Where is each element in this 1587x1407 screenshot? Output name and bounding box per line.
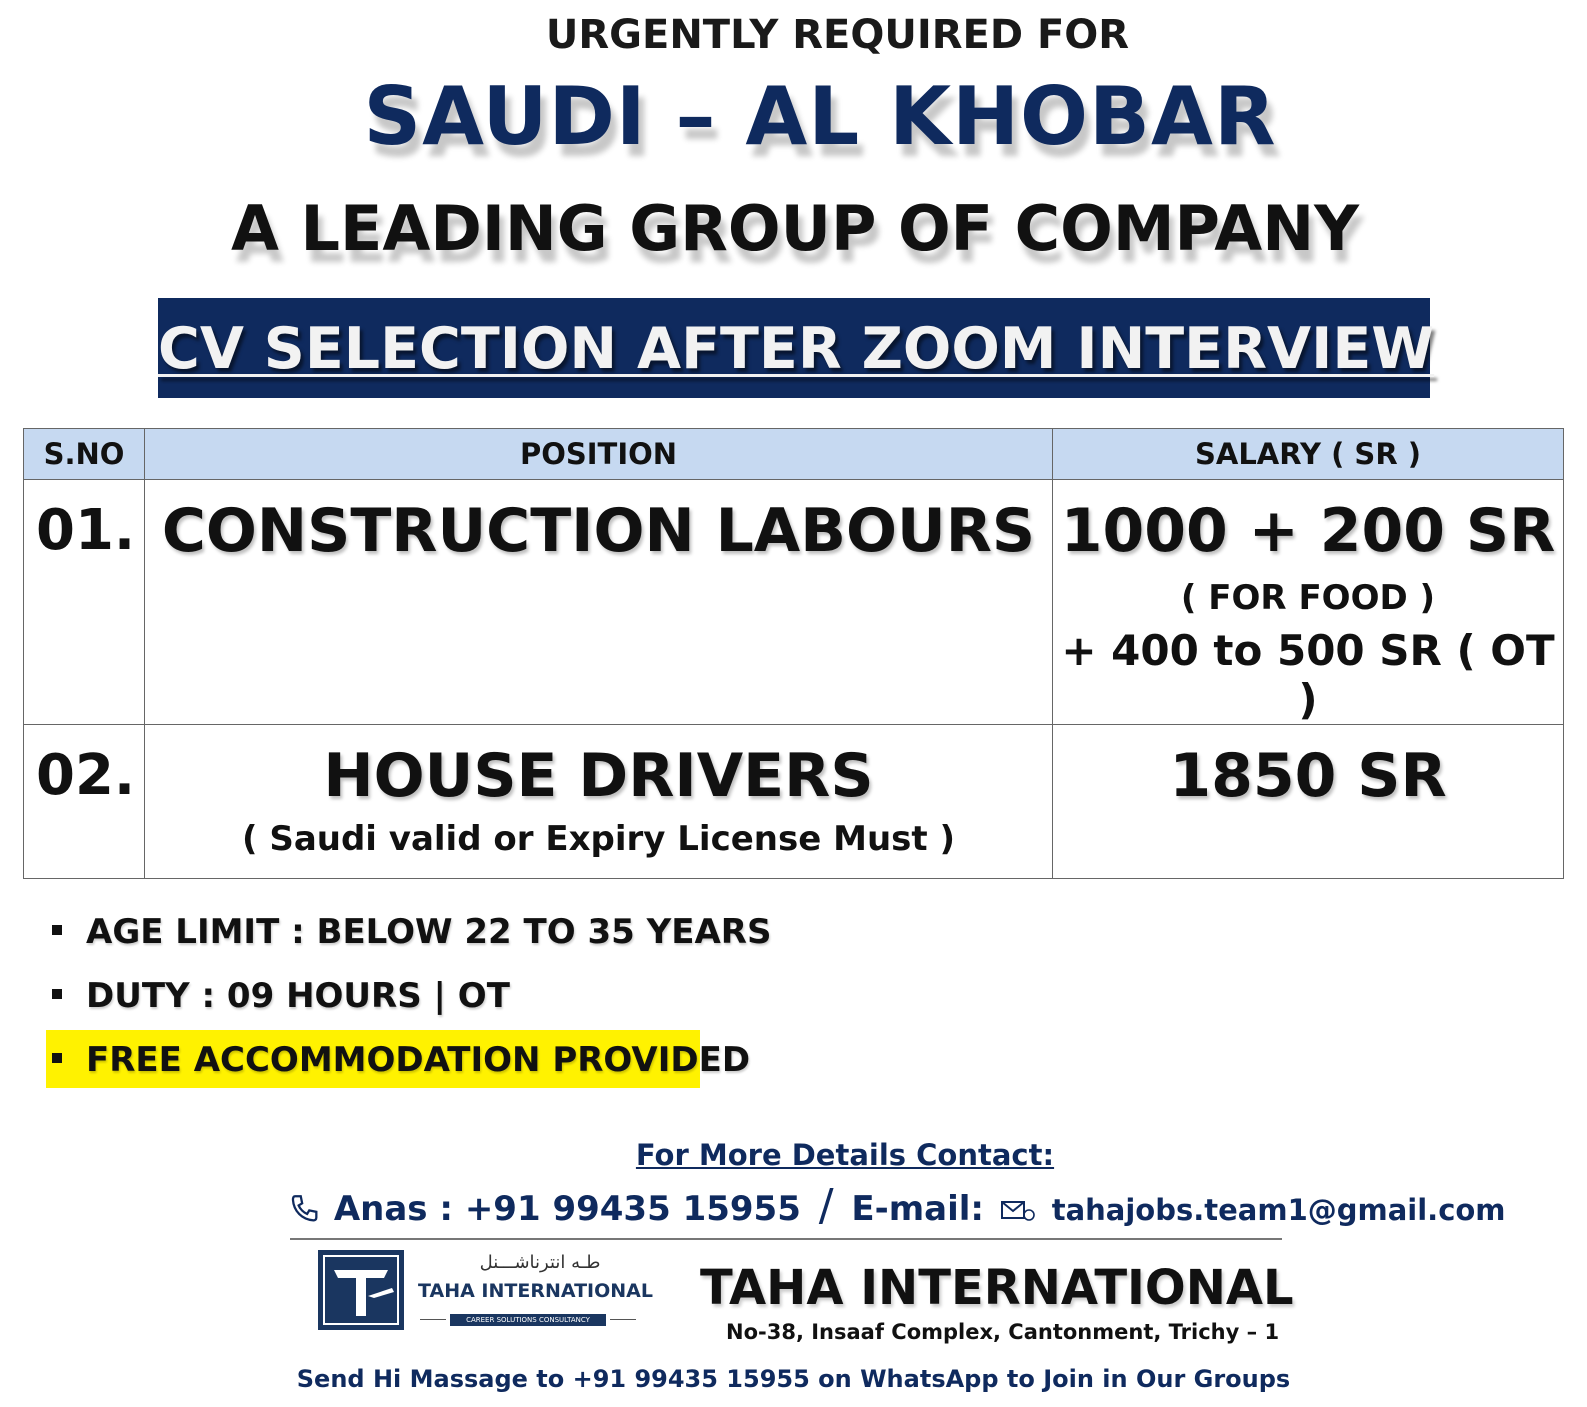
- salary-main: 1850 SR: [1169, 741, 1447, 811]
- jobs-table: [23, 428, 1564, 879]
- contact-line: [288, 1180, 1506, 1231]
- position-note: ( Saudi valid or Expiry License Must ): [241, 819, 956, 859]
- position-title: HOUSE DRIVERS: [323, 741, 874, 811]
- bullet-square-icon: [52, 1053, 62, 1063]
- contact-name-phone[interactable]: Anas : +91 99435 15955: [333, 1189, 801, 1229]
- row-sno: 02.: [24, 725, 145, 879]
- selection-banner-text: CV SELECTION AFTER ZOOM INTERVIEW: [158, 316, 1435, 382]
- logo-tagline: CAREER SOLUTIONS CONSULTANCY: [450, 1314, 606, 1326]
- table-row: [24, 480, 1564, 725]
- footer-whatsapp-note: Send Hi Massage to +91 99435 15955 on WhatsApp to Join in Our Groups: [296, 1365, 1291, 1393]
- salary-note-food: ( FOR FOOD ): [1180, 578, 1436, 618]
- row-position: [145, 480, 1053, 725]
- bullet-square-icon: [52, 989, 62, 999]
- logo-arabic-text: طـه انترناشـــنل: [479, 1252, 601, 1273]
- company-name: TAHA INTERNATIONAL: [700, 1260, 1294, 1316]
- row-salary: [1053, 725, 1564, 879]
- email-link[interactable]: tahajobs.team1@gmail.com: [1051, 1193, 1506, 1227]
- bullet-duty: [52, 976, 510, 1016]
- bullet-accommodation: [52, 1040, 750, 1080]
- bullet-text: FREE ACCOMMODATION PROVIDED: [86, 1040, 751, 1080]
- table-header-row: [24, 429, 1564, 480]
- position-title: CONSTRUCTION LABOURS: [161, 496, 1036, 566]
- heading-location: SAUDI – AL KHOBAR: [363, 70, 1277, 163]
- logo-icon: [318, 1250, 404, 1330]
- salary-main: 1000 + 200 SR: [1060, 496, 1556, 566]
- logo-tag-line: [420, 1319, 446, 1320]
- row-sno: 01.: [24, 480, 145, 725]
- divider: [290, 1238, 1282, 1240]
- salary-note-ot: + 400 to 500 SR ( OT ): [1061, 626, 1555, 724]
- table-row: [24, 725, 1564, 879]
- logo-mark: [318, 1250, 404, 1330]
- header-position: POSITION: [145, 429, 1053, 480]
- mail-icon: [1000, 1199, 1036, 1223]
- bullet-text: DUTY : 09 HOURS | OT: [86, 976, 510, 1016]
- company-address: No-38, Insaaf Complex, Cantonment, Trichy – 1: [726, 1320, 1280, 1344]
- row-position: [145, 725, 1053, 879]
- email-label: E-mail:: [851, 1189, 985, 1229]
- bullet-square-icon: [52, 925, 62, 935]
- logo-tag-line: [610, 1319, 636, 1320]
- bullet-age-limit: [52, 912, 771, 952]
- heading-company: A LEADING GROUP OF COMPANY: [230, 192, 1360, 265]
- phone-icon: [288, 1192, 322, 1226]
- heading-urgently-required: URGENTLY REQUIRED FOR: [545, 12, 1130, 58]
- row-salary: [1053, 480, 1564, 725]
- selection-banner: [158, 298, 1435, 398]
- contact-separator: /: [818, 1180, 834, 1231]
- header-salary: SALARY ( SR ): [1053, 429, 1564, 480]
- bullet-text: AGE LIMIT : BELOW 22 TO 35 YEARS: [86, 912, 772, 952]
- contact-title: For More Details Contact:: [635, 1138, 1055, 1172]
- logo-name: TAHA INTERNATIONAL: [418, 1280, 653, 1302]
- header-sno: S.NO: [24, 429, 145, 480]
